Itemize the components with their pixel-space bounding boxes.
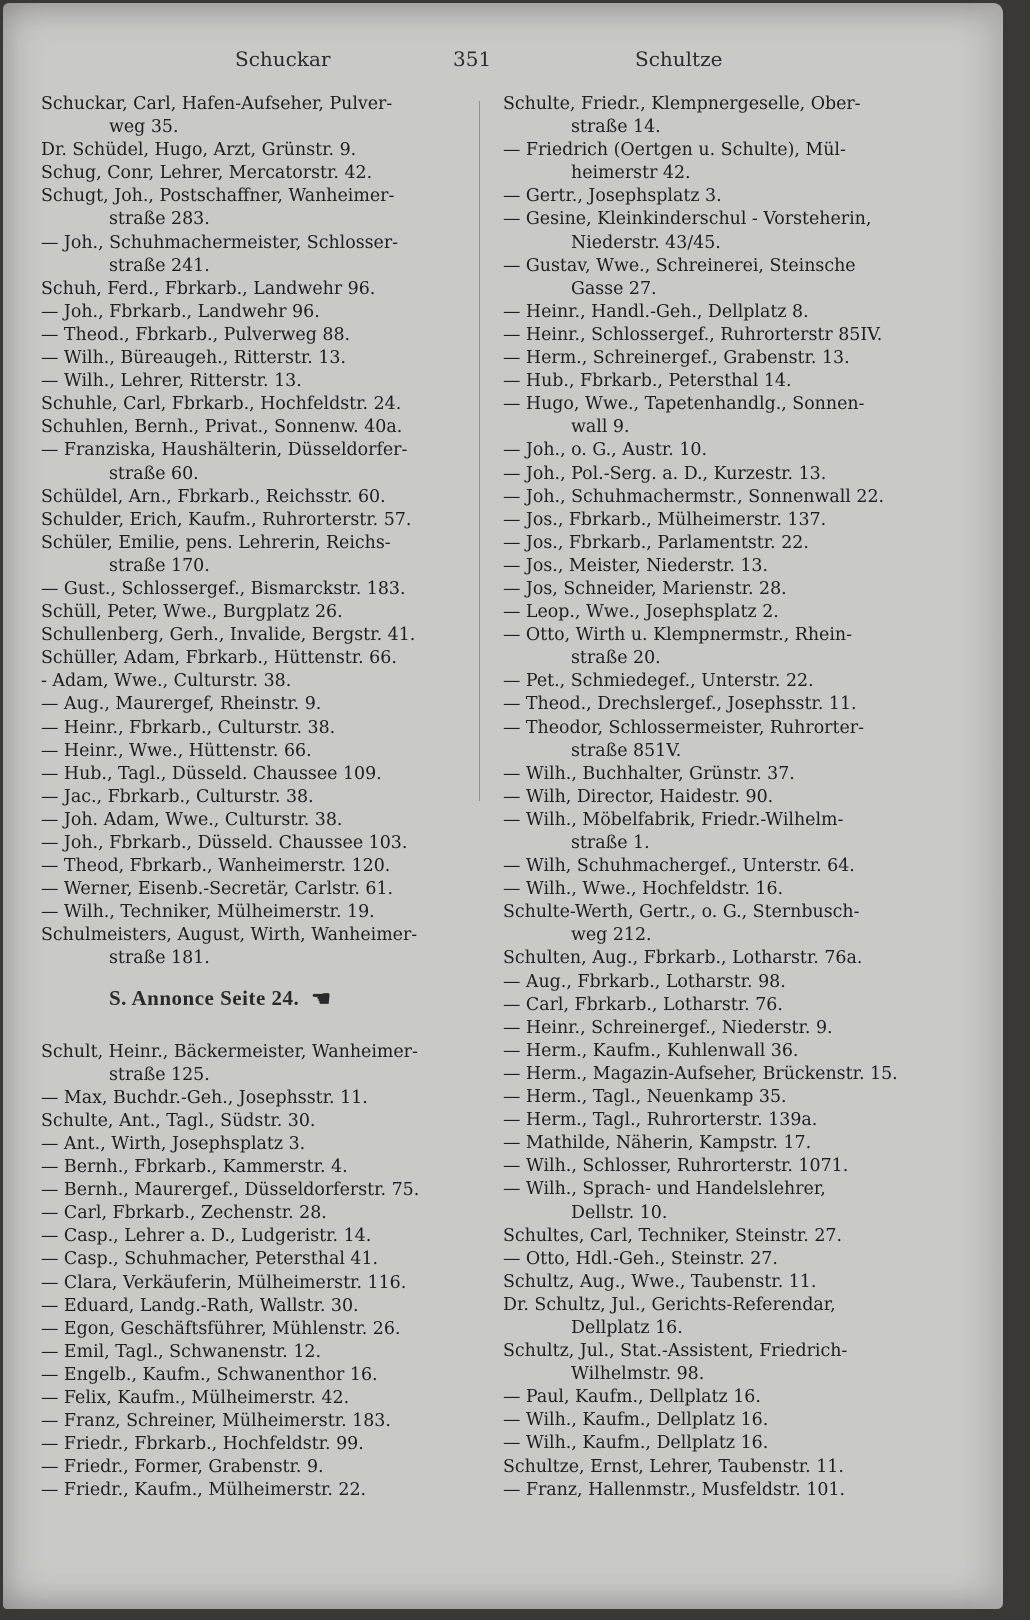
directory-entry-line: — Eduard, Landg.-Rath, Wallstr. 30. [41,1295,359,1316]
directory-entry-line: Schultze, Ernst, Lehrer, Taubenstr. 11. [503,1456,844,1477]
directory-entry-line: — Heinr., Wwe., Hüttenstr. 66. [41,740,312,761]
directory-entry-line: — Bernh., Fbrkarb., Kammerstr. 4. [41,1157,348,1178]
header-right-keyword: Schultze [635,47,723,71]
directory-entry-line: Schüler, Emilie, pens. Lehrerin, Reichs- [41,532,391,553]
directory-entry-line: — Ant., Wirth, Josephsplatz 3. [41,1133,306,1154]
directory-entry-line: — Wilh., Möbelfabrik, Friedr.-Wilhelm- [503,809,844,830]
directory-entry-line: — Casp., Schuhmacher, Petersthal 41. [41,1249,379,1270]
directory-entry-line: — Gust., Schlossergef., Bismarckstr. 183. [41,578,406,599]
directory-entry-line: — Wilh., Sprach- und Handelslehrer, [503,1179,826,1200]
directory-entry-line: — Clara, Verkäuferin, Mülheimerstr. 116. [41,1272,407,1293]
page-number: 351 [453,47,492,71]
directory-entry-line: — Aug., Maurergef, Rheinstr. 9. [41,694,322,715]
annonce-notice [41,971,476,1027]
directory-entry-line: — Carl, Fbrkarb., Zechenstr. 28. [41,1203,327,1224]
directory-entry-line: wall 9. [571,417,630,438]
directory-entry-line: — Otto, Hdl.-Geh., Steinstr. 27. [503,1248,778,1269]
directory-entry-line: — Friedrich (Oertgen u. Schulte), Mül- [503,140,846,161]
directory-entry-line: — Franz, Schreiner, Mülheimerstr. 183. [41,1411,391,1432]
directory-entry-line: — Wilh., Buchhalter, Grünstr. 37. [503,763,795,784]
directory-entry-line: — Herm., Magazin-Aufseher, Brückenstr. 15. [503,1063,898,1084]
directory-entry-line: — Jac., Fbrkarb., Culturstr. 38. [41,786,314,807]
directory-entry-line: Schullenberg, Gerh., Invalide, Bergstr. 41. [41,625,416,646]
directory-entry-line: Schüldel, Arn., Fbrkarb., Reichsstr. 60. [41,486,386,507]
directory-entry-line: — Leop., Wwe., Josephsplatz 2. [503,602,779,623]
directory-entry-line: — Hub., Tagl., Düsseld. Chaussee 109. [41,763,382,784]
directory-entry-line: — Theod, Fbrkarb., Wanheimerstr. 120. [41,856,391,877]
directory-entry-line: - Adam, Wwe., Culturstr. 38. [41,671,292,692]
directory-entry-line: Schüller, Adam, Fbrkarb., Hüttenstr. 66. [41,648,397,669]
directory-entry-line: straße 1. [571,833,650,853]
annonce-text: S. Annonce Seite 24. [109,986,300,1011]
directory-entry-line: — Heinr., Schlossergef., Ruhrorterstr 85IV. [503,324,883,345]
pointing-hand-icon: ☚ [311,985,332,1011]
directory-entry-line: straße 170. [109,555,210,576]
directory-entry-line: Schulte-Werth, Gertr., o. G., Sternbusch- [503,902,860,923]
directory-entry-line: Schultes, Carl, Techniker, Steinstr. 27. [503,1225,842,1246]
directory-entry-line: — Friedr., Fbrkarb., Hochfeldstr. 99. [41,1434,364,1455]
directory-entry-line: — Theod., Drechslergef., Josephsstr. 11. [503,694,857,715]
directory-entry-line: — Egon, Geschäftsführer, Mühlenstr. 26. [41,1318,401,1339]
directory-entry-line: Dr. Schultz, Jul., Gerichts-Referendar, [503,1294,836,1315]
directory-entry-line: — Wilh., Lehrer, Ritterstr. 13. [41,371,302,392]
directory-entry-line: Schüll, Peter, Wwe., Burgplatz 26. [41,602,343,623]
directory-entry-line: — Felix, Kaufm., Mülheimerstr. 42. [41,1387,350,1408]
directory-entry-line: — Engelb., Kaufm., Schwanenthor 16. [41,1364,378,1385]
directory-entry-line: straße 60. [109,463,199,484]
directory-entry-line: Schult, Heinr., Bäckermeister, Wanheimer- [41,1041,418,1062]
directory-entry-line: — Franziska, Haushälterin, Düsseldorfer- [41,440,408,461]
directory-entry-line: Schulte, Friedr., Klempnergeselle, Ober- [503,94,861,114]
directory-entry-line: — Herm., Tagl., Ruhrorterstr. 139a. [503,1110,818,1131]
directory-entry-line: — Wilh., Schlosser, Ruhrorterstr. 1071. [503,1156,849,1177]
left-column [41,93,476,1502]
directory-entry-line: — Gertr., Josephsplatz 3. [503,186,722,207]
directory-entry-line: — Pet., Schmiedegef., Unterstr. 22. [503,671,814,692]
directory-entry-line: — Max, Buchdr.-Geh., Josephsstr. 11. [41,1087,368,1108]
directory-entry-line: Schulder, Erich, Kaufm., Ruhrorterstr. 57. [41,509,412,530]
directory-entry-line: straße 241. [109,255,210,276]
directory-entry-line: — Joh., Fbrkarb., Landwehr 96. [41,301,320,322]
directory-entry-line: straße 851V. [571,740,682,761]
directory-entry-line: — Emil, Tagl., Schwanenstr. 12. [41,1341,322,1362]
directory-entry-line: — Jos, Schneider, Marienstr. 28. [503,578,787,599]
directory-entry-line: Dellplatz 16. [571,1317,683,1338]
directory-entry-line: Schulmeisters, August, Wirth, Wanheimer- [41,925,418,946]
directory-entry-line: — Theod., Fbrkarb., Pulverweg 88. [41,324,351,345]
notice-spacer [41,1027,476,1041]
directory-entry-line: Schug, Conr, Lehrer, Mercatorstr. 42. [41,163,373,184]
directory-entry-line: Dr. Schüdel, Hugo, Arzt, Grünstr. 9. [41,140,357,161]
directory-entry-line: — Otto, Wirth u. Klempnermstr., Rhein- [503,625,852,646]
directory-entry-line: — Casp., Lehrer a. D., Ludgeristr. 14. [41,1226,372,1247]
directory-entry-line: — Friedr., Kaufm., Mülheimerstr. 22. [41,1480,367,1501]
page-header [3,47,1003,77]
left-entries [41,93,476,971]
directory-entry-line: — Friedr., Former, Grabenstr. 9. [41,1457,324,1478]
directory-entry-line: Schuhle, Carl, Fbrkarb., Hochfeldstr. 24. [41,394,402,415]
directory-entry-line: — Joh. Adam, Wwe., Culturstr. 38. [41,809,343,830]
right-entries [503,93,933,1502]
directory-entry-line: — Wilh, Schuhmachergef., Unterstr. 64. [503,856,855,877]
directory-entry-line: — Joh., Fbrkarb., Düsseld. Chaussee 103. [41,833,408,853]
directory-entry-line: Schultz, Aug., Wwe., Taubenstr. 11. [503,1271,817,1292]
directory-entry-line: straße 20. [571,648,661,669]
directory-entry-line: — Joh., Schuhmachermeister, Schlosser- [41,232,399,253]
directory-entry-line: — Hub., Fbrkarb., Petersthal 14. [503,371,792,392]
directory-entry-line: — Gustav, Wwe., Schreinerei, Steinsche [503,255,856,276]
left-entries-continued [41,1041,476,1503]
directory-entry-line: — Jos., Meister, Niederstr. 13. [503,555,769,576]
directory-entry-line: — Carl, Fbrkarb., Lotharstr. 76. [503,994,783,1015]
right-column [503,93,933,1502]
directory-entry-line: heimerstr 42. [571,163,691,184]
directory-entry-line: — Wilh., Wwe., Hochfeldstr. 16. [503,879,784,900]
directory-entry-line: — Aug., Fbrkarb., Lotharstr. 98. [503,971,786,992]
directory-entry-line: — Joh., o. G., Austr. 10. [503,440,708,461]
directory-entry-line: — Heinr., Handl.-Geh., Dellplatz 8. [503,301,809,322]
directory-entry-line: Schulten, Aug., Fbrkarb., Lotharstr. 76a. [503,948,863,969]
directory-entry-line: Schultz, Jul., Stat.-Assistent, Friedrich- [503,1341,848,1362]
directory-entry-line: — Mathilde, Näherin, Kampstr. 17. [503,1133,812,1154]
directory-entry-line: — Herm., Schreinergef., Grabenstr. 13. [503,348,850,369]
directory-entry-line: — Joh., Pol.-Serg. a. D., Kurzestr. 13. [503,463,827,484]
directory-entry-line: Dellstr. 10. [571,1202,668,1223]
directory-entry-line: Schuh, Ferd., Fbrkarb., Landwehr 96. [41,278,376,299]
directory-entry-line: straße 181. [109,948,210,969]
directory-entry-line: — Herm., Kaufm., Kuhlenwall 36. [503,1040,799,1061]
directory-entry-line: — Franz, Hallenmstr., Musfeldstr. 101. [503,1479,846,1500]
directory-entry-line: — Werner, Eisenb.-Secretär, Carlstr. 61. [41,879,394,900]
directory-entry-line: Wilhelmstr. 98. [571,1364,705,1385]
directory-entry-line: Schuckar, Carl, Hafen-Aufseher, Pulver- [41,94,393,114]
directory-entry-line: — Heinr., Schreinergef., Niederstr. 9. [503,1017,833,1038]
directory-entry-line: — Jos., Fbrkarb., Mülheimerstr. 137. [503,509,827,530]
directory-entry-line: — Bernh., Maurergef., Düsseldorferstr. 75. [41,1180,420,1201]
directory-entry-line: — Wilh., Büreaugeh., Ritterstr. 13. [41,348,347,369]
directory-entry-line: — Wilh., Kaufm., Dellplatz 16. [503,1433,769,1454]
directory-entry-line: weg 35. [109,117,179,138]
directory-entry-line: straße 125. [109,1064,210,1085]
directory-entry-line: — Heinr., Fbrkarb., Culturstr. 38. [41,717,336,738]
directory-entry-line: — Theodor, Schlossermeister, Ruhrorter- [503,717,864,738]
column-divider [479,101,480,801]
directory-entry-line: — Wilh., Kaufm., Dellplatz 16. [503,1410,769,1431]
directory-entry-line: Schuhlen, Bernh., Privat., Sonnenw. 40a. [41,417,403,438]
directory-page [3,3,1003,1609]
directory-entry-line: weg 212. [571,925,652,946]
directory-entry-line: Niederstr. 43/45. [571,232,721,253]
directory-entry-line: — Paul, Kaufm., Dellplatz 16. [503,1387,761,1408]
header-left-keyword: Schuckar [235,47,331,71]
directory-entry-line: Schugt, Joh., Postschaffner, Wanheimer- [41,186,395,207]
directory-entry-line: — Hugo, Wwe., Tapetenhandlg., Sonnen- [503,394,865,415]
directory-entry-line: straße 14. [571,117,661,138]
directory-entry-line: — Wilh., Techniker, Mülheimerstr. 19. [41,902,375,923]
directory-entry-line: — Herm., Tagl., Neuenkamp 35. [503,1087,787,1108]
directory-entry-line: straße 283. [109,209,210,230]
directory-entry-line: Schulte, Ant., Tagl., Südstr. 30. [41,1110,316,1131]
directory-entry-line: Gasse 27. [571,278,657,299]
directory-entry-line: — Gesine, Kleinkinderschul - Vorsteherin, [503,209,872,230]
directory-entry-line: — Wilh, Director, Haidestr. 90. [503,786,774,807]
directory-entry-line: — Joh., Schuhmachermstr., Sonnenwall 22. [503,486,885,507]
directory-entry-line: — Jos., Fbrkarb., Parlamentstr. 22. [503,532,809,553]
